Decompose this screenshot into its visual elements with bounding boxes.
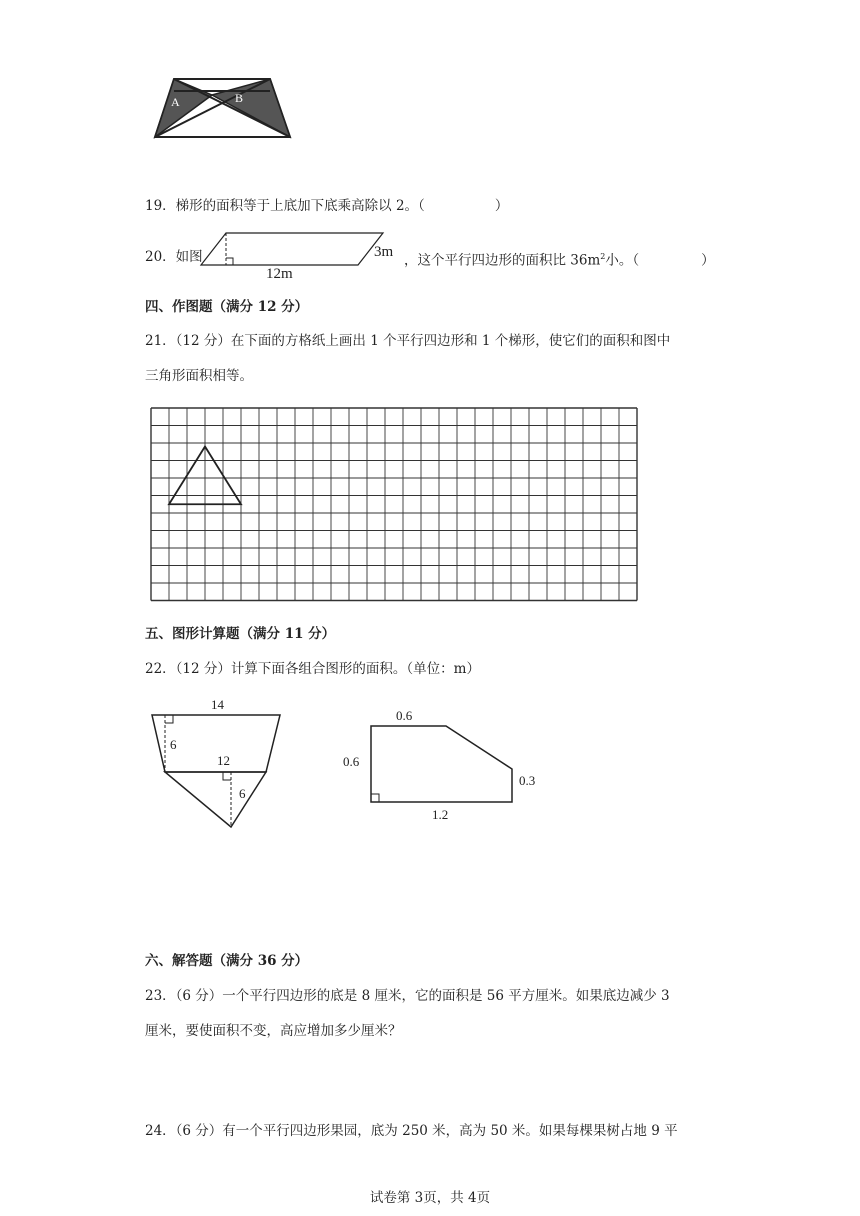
question-19-text: 19．梯形的面积等于上底加下底乘高除以 2。（ [145,198,425,214]
fig1-top-label: 14 [211,697,224,712]
grid-paper [151,408,639,602]
question-23-line2: 厘米，要使面积不变，高应增加多少厘米？ [145,1023,402,1039]
fig1-triangle-height-label: 6 [239,786,246,801]
fig2-left-label: 0.6 [343,754,360,769]
question-20-prefix: 20．如图 [145,249,203,265]
trapezoid-ab-figure [150,75,295,145]
question-22: 22．（12 分）计算下面各组合图形的面积。（单位：m） [145,661,480,677]
parallelogram-base-label: 12m [266,266,293,282]
question-20-close: ） [701,252,715,269]
question-21-line1: 21．（12 分）在下面的方格纸上画出 1 个平行四边形和 1 个梯形，使它们的面积和图中 [145,333,671,349]
question-20-text [404,247,715,271]
question-19 [145,196,508,216]
composite-figure-1 [150,713,285,831]
fig1-left-height-label: 6 [170,737,177,752]
fig2-bottom-label: 1.2 [432,807,449,822]
page-footer: 试卷第 3页，共 4页 [369,1190,491,1206]
question-20-text-b: 小。（ [605,252,640,269]
section-5-heading: 五、图形计算题（满分 11 分） [145,626,336,642]
parallelogram-side-label: 3m [374,244,394,260]
question-19-close: ） [494,198,509,214]
composite-figure-2 [369,724,514,804]
question-24-line1: 24．（6 分）有一个平行四边形果园，底为 250 米，高为 50 米。如果每棵果树占地 9 平 [145,1123,678,1139]
fig2-right-label: 0.3 [519,773,536,788]
fig2-top-label: 0.6 [396,708,413,723]
question-20-sup: 2 [600,252,606,261]
fig1-middle-label: 12 [217,753,230,768]
question-21-line2: 三角形面积相等。 [145,368,253,384]
section-4-heading: 四、作图题（满分 12 分） [145,299,309,315]
label-b: B [235,91,244,105]
label-a: A [171,95,180,109]
question-20-text-a: ，这个平行四边形的面积比 36m [404,252,601,269]
question-23-line1: 23．（6 分）一个平行四边形的底是 8 厘米，它的面积是 56 平方厘米。如果底边减少 3 [145,988,670,1004]
parallelogram-figure [198,230,388,270]
section-6-heading: 六、解答题（满分 36 分） [145,953,309,969]
